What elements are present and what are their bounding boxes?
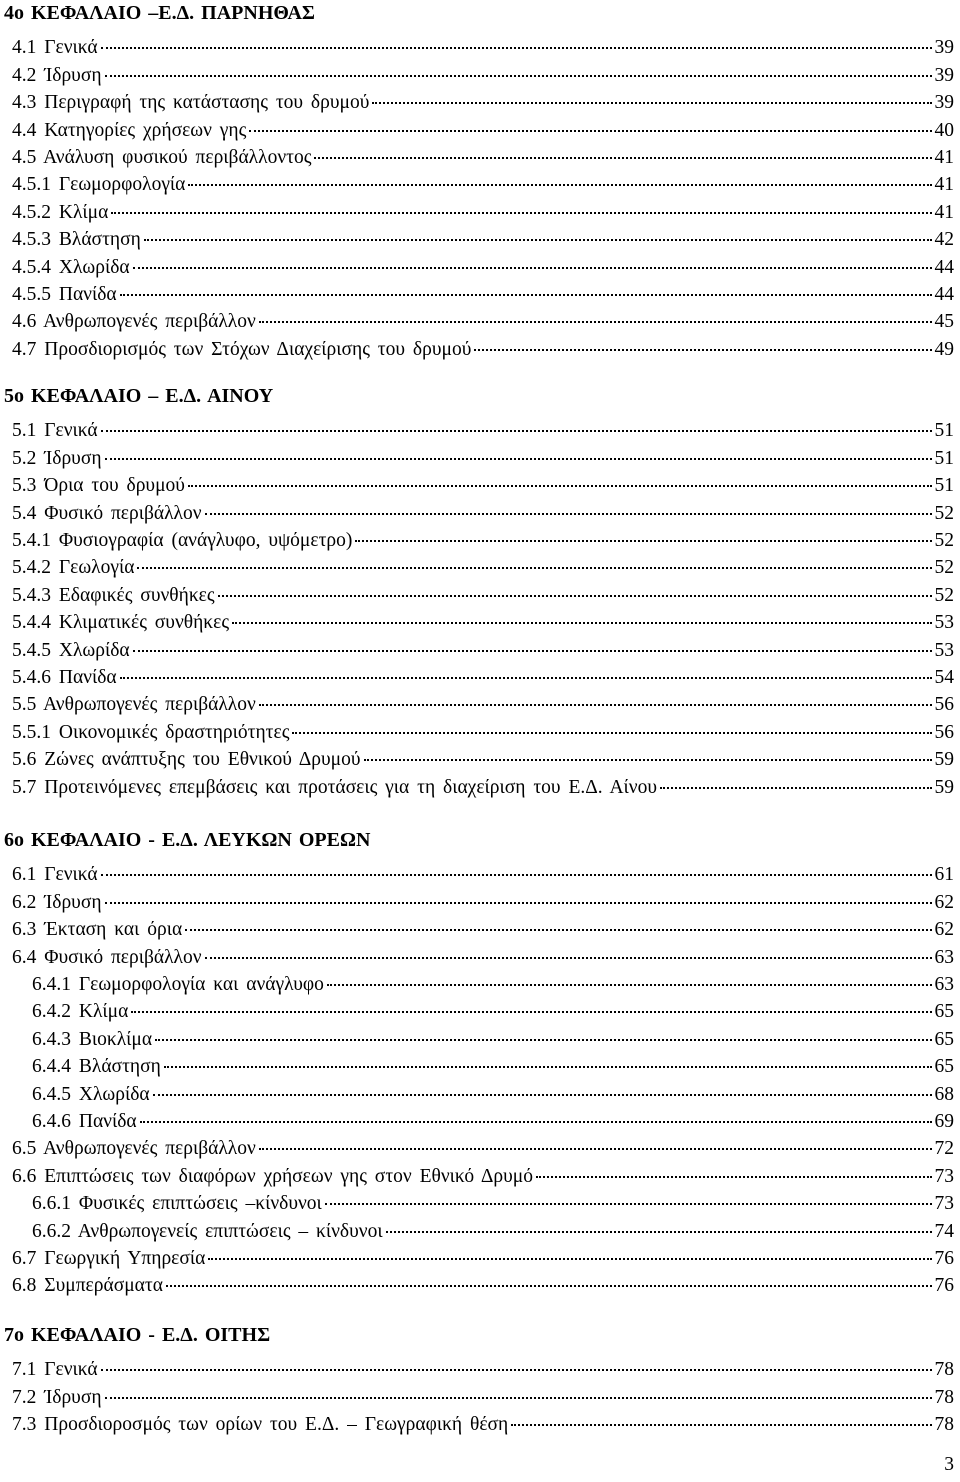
toc-entry-label: 5.2 Ίδρυση — [12, 447, 102, 469]
toc-entry — [12, 767, 954, 798]
toc-entry — [12, 247, 954, 278]
toc-entry-page: 63 — [934, 974, 954, 995]
toc-entry-label: 4.1 Γενικά — [12, 37, 98, 59]
toc-entry-label: 6.1 Γενικά — [12, 864, 98, 886]
dot-leader — [218, 575, 932, 601]
toc-entry — [12, 602, 954, 634]
toc-entry-label: 7.1 Γενικά — [12, 1359, 98, 1381]
toc-entry-label: 6.3 Έκταση και όρια — [12, 919, 183, 941]
toc-entry-label: 4.4 Κατηγορίες χρήσεων γης — [12, 119, 247, 141]
toc-entry-page: 73 — [934, 1165, 954, 1187]
toc-entry — [12, 520, 954, 551]
dot-leader — [386, 1211, 932, 1237]
toc-entry-label: 5.4.3 Εδαφικές συνθήκες — [12, 584, 215, 606]
toc-entry — [12, 192, 954, 223]
dot-leader — [205, 937, 932, 963]
toc-entry-page: 53 — [934, 612, 954, 634]
toc-entry-page: 54 — [934, 667, 954, 688]
toc-entry-page: 39 — [934, 92, 954, 114]
toc-entry — [32, 964, 954, 995]
toc-entry-page: 39 — [934, 37, 954, 59]
toc-entry-label: 7.2 Ίδρυση — [12, 1386, 102, 1408]
toc-entry-label: 4.5.1 Γεωμορφολογία — [12, 174, 186, 196]
toc-entry-label: 5.1 Γενικά — [12, 420, 98, 442]
toc-entry-page: 51 — [934, 447, 954, 469]
toc-entry — [12, 410, 954, 442]
toc-entry — [12, 110, 954, 141]
toc-entry — [12, 274, 954, 305]
toc-entry — [12, 493, 954, 524]
toc-entry-label: 5.5.1 Οικονομικές δραστηριότητες — [12, 721, 290, 743]
dot-leader — [133, 247, 932, 273]
toc-entry-page: 76 — [934, 1275, 954, 1297]
toc-entry-page: 65 — [934, 1001, 954, 1023]
toc-entry-page: 56 — [934, 721, 954, 743]
toc-entry-page: 53 — [934, 639, 954, 661]
toc-entry — [12, 657, 954, 688]
toc-entry — [12, 712, 954, 743]
toc-entry-label: 7.3 Προσδιοροσμός των ορίων του Ε.Δ. – Γεωγραφική θέση — [12, 1414, 509, 1436]
toc-entry — [32, 1074, 954, 1105]
dot-leader — [101, 1349, 932, 1375]
toc-entry-page: 73 — [934, 1193, 954, 1215]
toc-entry-label: 6.4.6 Πανίδα — [32, 1111, 137, 1132]
toc-entry-label: 5.4.2 Γεωλογία — [12, 557, 135, 579]
toc-entry-label: 5.4.4 Κλιματικές συνθήκες — [12, 612, 230, 634]
toc-entry-page: 52 — [934, 584, 954, 606]
dot-leader — [232, 602, 931, 628]
toc-entry — [12, 854, 954, 886]
toc-entry-page: 78 — [934, 1414, 954, 1436]
chapter-heading: 4ο ΚΕΦΑΛΑΙΟ –Ε.Δ. ΠΑΡΝΗΘΑΣ — [4, 2, 316, 24]
toc-entry — [12, 630, 954, 661]
dot-leader — [140, 1101, 932, 1127]
toc-entry-page: 65 — [934, 1028, 954, 1050]
chapter-heading: 6ο ΚΕΦΑΛΑΙΟ - Ε.Δ. ΛΕΥΚΩΝ ΟΡΕΩΝ — [4, 829, 371, 851]
dot-leader — [536, 1156, 932, 1182]
toc-entry-label: 4.6 Ανθρωπογενές περιβάλλον — [12, 311, 256, 333]
toc-entry-page: 44 — [934, 256, 954, 278]
toc-entry-label: 4.5.4 Χλωρίδα — [12, 256, 130, 278]
toc-entry — [12, 164, 954, 196]
toc-entry-label: 6.8 Συμπεράσματα — [12, 1275, 163, 1297]
toc-entry-page: 74 — [934, 1220, 954, 1242]
toc-entry-label: 6.6.2 Ανθρωπογενείς επιπτώσεις – κίνδυνοι — [32, 1220, 383, 1242]
toc-entry-page: 76 — [934, 1248, 954, 1269]
toc-entry — [12, 1128, 954, 1160]
dot-leader — [131, 991, 931, 1017]
toc-entry — [12, 1404, 954, 1436]
dot-leader — [155, 1019, 931, 1045]
toc-entry — [12, 301, 954, 333]
toc-entry — [32, 1211, 954, 1242]
dot-leader — [188, 465, 932, 491]
dot-leader — [185, 909, 931, 935]
toc-entry — [32, 1019, 954, 1050]
toc-entry-page: 78 — [934, 1359, 954, 1381]
toc-entry-page: 72 — [934, 1138, 954, 1160]
toc-entry-label: 4.2 Ίδρυση — [12, 64, 102, 86]
toc-entry — [12, 547, 954, 579]
dot-leader — [111, 192, 931, 218]
toc-entry-label: 4.5.3 Βλάστηση — [12, 229, 141, 251]
toc-entry-label: 6.5 Ανθρωπογενές περιβάλλον — [12, 1138, 256, 1160]
toc-entry — [32, 1046, 954, 1078]
toc-entry — [12, 27, 954, 59]
dot-leader — [164, 1046, 932, 1072]
toc-entry-page: 41 — [934, 147, 954, 168]
toc-entry-label: 6.7 Γεωργική Υπηρεσία — [12, 1248, 206, 1269]
toc-entry — [12, 909, 954, 941]
toc-entry-page: 62 — [934, 891, 954, 913]
toc-entry-page: 51 — [934, 420, 954, 442]
dot-leader — [372, 82, 931, 108]
dot-leader — [364, 739, 932, 765]
page-number: 3 — [944, 1454, 954, 1475]
chapter-heading: 5ο ΚΕΦΑΛΑΙΟ – Ε.Δ. ΑΙΝΟΥ — [4, 385, 274, 407]
toc-entry — [12, 438, 954, 469]
toc-entry-label: 6.4.5 Χλωρίδα — [32, 1083, 150, 1105]
toc-entry-label: 5.4.1 Φυσιογραφία (ανάγλυφο, υψόμετρο) — [12, 530, 353, 551]
toc-entry-label: 4.5.2 Κλίμα — [12, 201, 109, 223]
dot-leader — [133, 630, 932, 656]
dot-leader — [101, 410, 932, 436]
toc-entry-page: 62 — [934, 919, 954, 941]
toc-entry-page: 52 — [934, 502, 954, 524]
toc-entry-page: 65 — [934, 1056, 954, 1078]
toc-entry — [12, 1349, 954, 1381]
toc-entry — [12, 219, 954, 251]
dot-leader — [120, 657, 932, 683]
toc-entry-page: 44 — [934, 284, 954, 305]
dot-leader — [188, 164, 931, 190]
dot-leader — [325, 1183, 932, 1209]
toc-entry — [12, 684, 954, 716]
toc-entry — [12, 1377, 954, 1408]
toc-entry-page: 49 — [934, 338, 954, 360]
toc-entry-label: 6.4.2 Κλίμα — [32, 1001, 129, 1023]
dot-leader — [292, 712, 931, 738]
toc-entry — [12, 739, 954, 771]
toc-entry — [32, 1183, 954, 1215]
dot-leader — [153, 1074, 932, 1100]
toc-entry-page: 41 — [934, 174, 954, 196]
toc-entry-label: 4.7 Προσδιορισμός των Στόχων Διαχείρισης του δρυμού — [12, 338, 472, 360]
toc-entry-label: 4.3 Περιγραφή της κατάστασης του δρυμού — [12, 92, 370, 114]
toc-entry — [32, 1101, 954, 1132]
toc-entry-page: 78 — [934, 1386, 954, 1408]
dot-leader — [208, 1238, 931, 1264]
dot-leader — [249, 110, 931, 136]
toc-entry-label: 6.4 Φυσικό περιβάλλον — [12, 946, 202, 968]
dot-leader — [660, 767, 931, 793]
dot-leader — [120, 274, 932, 300]
toc-entry — [12, 1238, 954, 1269]
toc-entry-page: 41 — [934, 201, 954, 223]
toc-entry-page: 63 — [934, 946, 954, 968]
toc-entry-page: 52 — [934, 557, 954, 579]
dot-leader — [511, 1404, 931, 1430]
dot-leader — [105, 438, 932, 464]
toc-entry-label: 6.6 Επιπτώσεις των διαφόρων χρήσεων γης στον Εθνικό Δρυμό — [12, 1165, 533, 1187]
toc-entry — [12, 882, 954, 913]
dot-leader — [259, 301, 932, 327]
toc-entry — [12, 55, 954, 86]
toc-entry — [12, 937, 954, 968]
dot-leader — [259, 1128, 932, 1154]
dot-leader — [101, 27, 932, 53]
dot-leader — [355, 520, 931, 546]
chapter-heading: 7ο ΚΕΦΑΛΑΙΟ - Ε.Δ. ΟΙΤΗΣ — [4, 1324, 271, 1346]
toc-entry-label: 5.3 Όρια του δρυμού — [12, 475, 185, 497]
toc-entry-page: 39 — [934, 64, 954, 86]
toc-entry-label: 6.4.3 Βιοκλίμα — [32, 1028, 153, 1050]
toc-entry-page: 52 — [934, 530, 954, 551]
toc-entry-page: 40 — [934, 119, 954, 141]
toc-entry-label: 6.4.1 Γεωμορφολογία και ανάγλυφο — [32, 974, 324, 995]
toc-entry-page: 59 — [934, 776, 954, 798]
toc-entry-page: 45 — [934, 311, 954, 333]
toc-entry-label: 5.5 Ανθρωπογενές περιβάλλον — [12, 694, 256, 716]
toc-entry — [12, 329, 954, 360]
dot-leader — [314, 137, 931, 163]
dot-leader — [105, 55, 932, 81]
toc-entry-label: 6.2 Ίδρυση — [12, 891, 102, 913]
toc-entry-label: 5.4.5 Χλωρίδα — [12, 639, 130, 661]
toc-entry-label: 6.6.1 Φυσικές επιπτώσεις –κίνδυνοι — [32, 1193, 322, 1215]
dot-leader — [166, 1265, 932, 1291]
toc-entry — [12, 1265, 954, 1297]
toc-entry — [12, 465, 954, 497]
toc-entry — [12, 1156, 954, 1187]
toc-entry — [32, 991, 954, 1023]
dot-leader — [259, 684, 932, 710]
dot-leader — [144, 219, 932, 245]
toc-entry-page: 42 — [934, 229, 954, 251]
dot-leader — [137, 547, 931, 573]
toc-entry — [12, 575, 954, 606]
toc-entry-page: 69 — [934, 1111, 954, 1132]
dot-leader — [105, 882, 932, 908]
toc-entry-label: 4.5.5 Πανίδα — [12, 284, 117, 305]
dot-leader — [327, 964, 932, 990]
dot-leader — [101, 854, 932, 880]
toc-entry-label: 5.7 Προτεινόμενες επεμβάσεις και προτάσεις για τη διαχείριση του Ε.Δ. Αίνου — [12, 776, 658, 798]
toc-entry — [12, 137, 954, 168]
toc-entry-label: 5.4.6 Πανίδα — [12, 667, 117, 688]
toc-entry-label: 6.4.4 Βλάστηση — [32, 1056, 161, 1078]
toc-entry-page: 51 — [934, 475, 954, 497]
toc-entry-page: 56 — [934, 694, 954, 716]
toc-entry-page: 61 — [934, 864, 954, 886]
dot-leader — [205, 493, 932, 519]
toc-entry-label: 5.6 Ζώνες ανάπτυξης του Εθνικού Δρυμού — [12, 749, 361, 771]
toc-entry-page: 68 — [934, 1083, 954, 1105]
toc-entry-label: 5.4 Φυσικό περιβάλλον — [12, 502, 202, 524]
toc-entry — [12, 82, 954, 114]
toc-entry-label: 4.5 Ανάλυση φυσικού περιβάλλοντος — [12, 147, 312, 168]
toc-entry-page: 59 — [934, 749, 954, 771]
dot-leader — [105, 1377, 932, 1403]
dot-leader — [474, 329, 931, 355]
